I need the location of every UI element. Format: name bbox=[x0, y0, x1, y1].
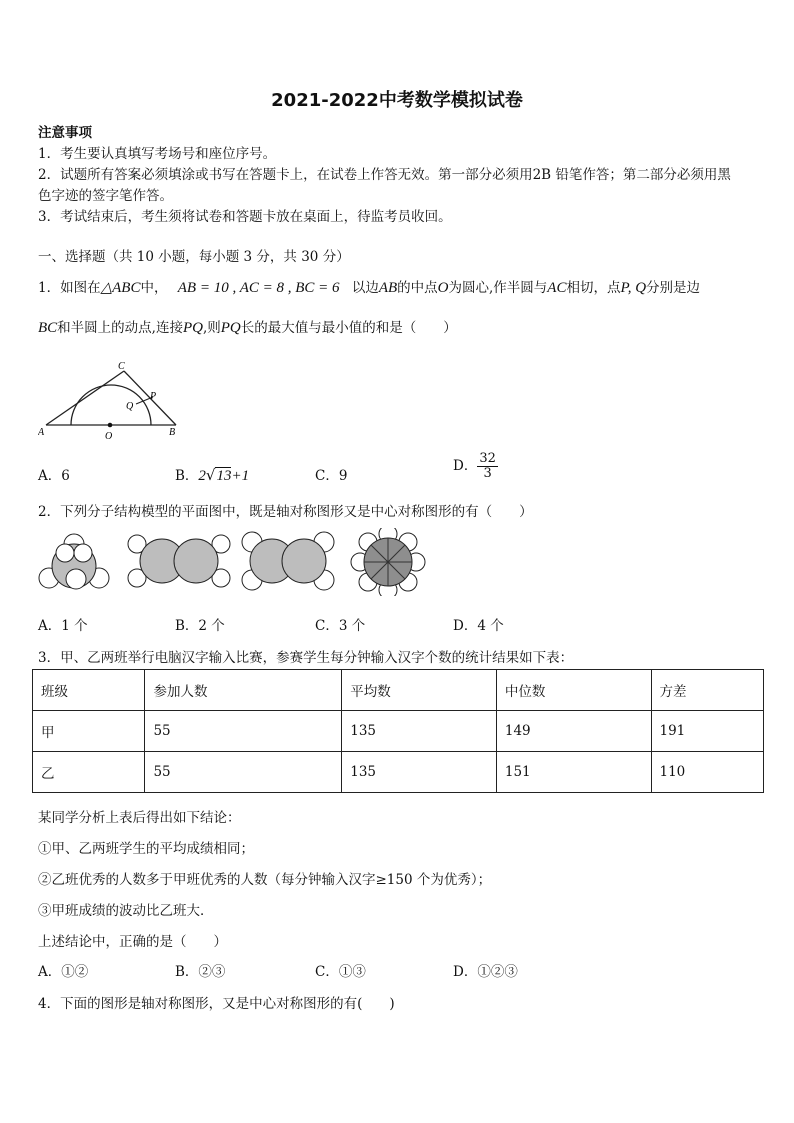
option-c: C．①③ bbox=[315, 964, 366, 980]
molecule-2 bbox=[128, 535, 230, 587]
page-title: 2021-2022中考数学模拟试卷 bbox=[271, 90, 523, 111]
table-header-cell: 方差 bbox=[651, 670, 764, 711]
table-cell: 甲 bbox=[33, 711, 145, 752]
conclusion-1: ①甲、乙两班学生的平均成绩相同； bbox=[38, 841, 254, 857]
option-c: C．3 个 bbox=[315, 618, 366, 634]
conclusion-3: ③甲班成绩的波动比乙班大． bbox=[38, 903, 214, 919]
option-d: D． $\frac{32}{3}$ bbox=[453, 451, 496, 481]
molecule-4 bbox=[351, 528, 425, 596]
question-2-text: 2．下列分子结构模型的平面图中，既是轴对称图形又是中心对称图形的有（ ） bbox=[38, 504, 533, 520]
option-a: A．①② bbox=[38, 964, 89, 980]
label-a: A bbox=[38, 427, 45, 438]
stats-table bbox=[32, 669, 764, 793]
question-3-prompt: 上述结论中，正确的是（ ） bbox=[38, 934, 227, 950]
option-d: D．4 个 bbox=[453, 618, 504, 634]
question-3-text: 3．甲、乙两班举行电脑汉字输入比赛，参赛学生每分钟输入汉字个数的统计结果如下表： bbox=[38, 650, 574, 666]
table-cell: 149 bbox=[496, 711, 651, 752]
question-4-text: 4．下面的图形是轴对称图形，又是中心对称图形的有( ) bbox=[38, 996, 395, 1012]
table-header-cell: 班级 bbox=[33, 670, 145, 711]
option-c: C．9 bbox=[315, 468, 348, 484]
label-q: Q bbox=[126, 401, 134, 412]
molecule-models-figure bbox=[36, 528, 428, 596]
table-cell: 151 bbox=[496, 752, 651, 793]
conclusion-2: ②乙班优秀的人数多于甲班优秀的人数（每分钟输入汉字≥150 个为优秀）； bbox=[38, 872, 492, 888]
notice-item: 3．考试结束后，考生须将试卷和答题卡放在桌面上，待监考员收回。 bbox=[38, 209, 452, 225]
table-cell: 135 bbox=[342, 711, 497, 752]
table-cell: 135 bbox=[342, 752, 497, 793]
option-b: B．2√13+1 bbox=[175, 466, 250, 484]
option-a: A．1 个 bbox=[38, 618, 88, 634]
notice-heading: 注意事项 bbox=[38, 125, 92, 141]
notice-item: 色字迹的签字笔作答。 bbox=[38, 188, 173, 204]
notice-item: 1．考生要认真填写考场号和座位序号。 bbox=[38, 146, 277, 162]
notice-item: 2．试题所有答案必须填涂或书写在答题卡上，在试卷上作答无效。第一部分必须用2B 铅笔作答；第二部分必须用黑 bbox=[38, 167, 731, 183]
label-p: P bbox=[150, 391, 157, 402]
table-cell: 乙 bbox=[33, 752, 145, 793]
table-cell: 55 bbox=[145, 711, 342, 752]
question-1-line-1: 1．如图在△ABC中， AB = 10 , AC = 8 , BC = 6 以边AB的中点O为圆心,作半圆与AC相切，点P, Q分别是边 bbox=[38, 280, 701, 296]
table-row bbox=[33, 711, 764, 752]
molecule-1 bbox=[39, 534, 109, 589]
label-b: B bbox=[169, 427, 176, 438]
table-header-cell: 平均数 bbox=[342, 670, 497, 711]
table-cell: 110 bbox=[651, 752, 764, 793]
triangle-semicircle-figure bbox=[38, 355, 188, 445]
question-1-line-2: BC和半圆上的动点,连接PQ,则PQ长的最大值与最小值的和是（ ） bbox=[38, 320, 457, 336]
option-b: B．②③ bbox=[175, 964, 226, 980]
molecule-3 bbox=[242, 532, 334, 590]
table-header-cell: 参加人数 bbox=[145, 670, 342, 711]
table-header-row bbox=[33, 670, 764, 711]
table-header-cell: 中位数 bbox=[496, 670, 651, 711]
option-a: A．6 bbox=[38, 468, 70, 484]
label-o: O bbox=[105, 431, 113, 442]
option-b: B．2 个 bbox=[175, 618, 225, 634]
section-heading: 一、选择题（共 10 小题，每小题 3 分，共 30 分） bbox=[38, 249, 350, 265]
table-row bbox=[33, 752, 764, 793]
table-cell: 191 bbox=[651, 711, 764, 752]
label-c: C bbox=[118, 361, 125, 372]
analysis-text: 某同学分析上表后得出如下结论： bbox=[38, 810, 241, 826]
table-cell: 55 bbox=[145, 752, 342, 793]
option-d: D．①②③ bbox=[453, 964, 518, 980]
